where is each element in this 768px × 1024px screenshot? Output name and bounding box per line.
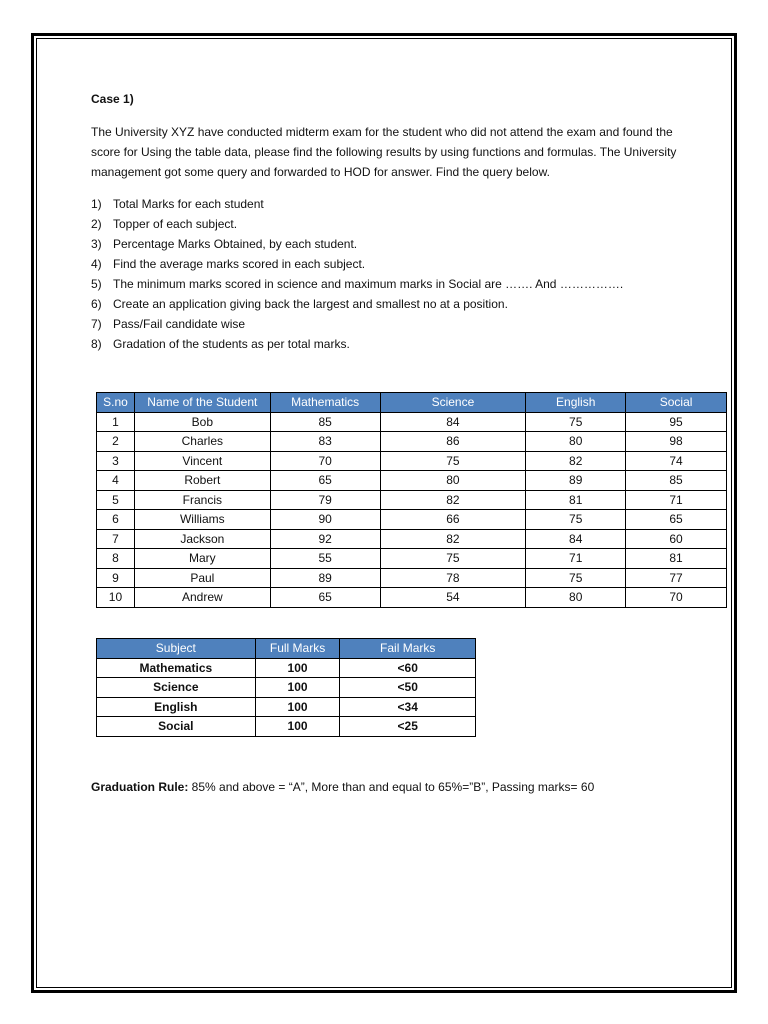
table-row: [97, 678, 476, 698]
table-cell: 75: [526, 568, 626, 588]
table-cell: 7: [97, 529, 135, 549]
table-cell: 75: [380, 549, 526, 569]
graduation-rule-text: 85% and above = “A”, More than and equal to 65%=”B”, Passing marks= 60: [188, 780, 595, 794]
table-cell: 65: [270, 471, 380, 491]
table-cell: Charles: [134, 432, 270, 452]
column-header: Mathematics: [270, 393, 380, 413]
table-cell: 66: [380, 510, 526, 530]
task-number: 6): [91, 297, 102, 311]
subject-rules-body: [97, 658, 476, 736]
table-header-row: [97, 639, 476, 659]
table-cell: Mary: [134, 549, 270, 569]
table-row: [97, 588, 727, 608]
table-row: [97, 510, 727, 530]
list-item: [91, 314, 731, 334]
table-cell: <34: [340, 697, 476, 717]
table-cell: 70: [626, 588, 727, 608]
list-item: [91, 334, 731, 354]
table-cell: <60: [340, 658, 476, 678]
table-cell: 75: [380, 451, 526, 471]
table-cell: 54: [380, 588, 526, 608]
task-text: Create an application giving back the largest and smallest no at a position.: [113, 297, 508, 311]
task-number: 4): [91, 257, 102, 271]
table-row: [97, 658, 476, 678]
table-cell: Jackson: [134, 529, 270, 549]
table-cell: 83: [270, 432, 380, 452]
column-header: Fail Marks: [340, 639, 476, 659]
task-number: 7): [91, 317, 102, 331]
column-header: Subject: [97, 639, 256, 659]
table-cell: 71: [526, 549, 626, 569]
table-cell: Bob: [134, 412, 270, 432]
table-header-row: [97, 393, 727, 413]
list-item: [91, 294, 731, 314]
table-cell: 75: [526, 510, 626, 530]
table-row: [97, 490, 727, 510]
table-row: [97, 451, 727, 471]
table-cell: <50: [340, 678, 476, 698]
list-item: [91, 214, 731, 234]
table-cell: 74: [626, 451, 727, 471]
table-cell: 98: [626, 432, 727, 452]
table-row: [97, 568, 727, 588]
student-marks-table: [96, 392, 727, 608]
table-cell: 8: [97, 549, 135, 569]
table-cell: 65: [626, 510, 727, 530]
table-row: [97, 529, 727, 549]
list-item: [91, 254, 731, 274]
table-row: [97, 471, 727, 491]
table-cell: 81: [526, 490, 626, 510]
table-cell: 70: [270, 451, 380, 471]
list-item: [91, 194, 731, 214]
table-cell: 95: [626, 412, 727, 432]
table-cell: Francis: [134, 490, 270, 510]
table-row: [97, 697, 476, 717]
table-cell: 10: [97, 588, 135, 608]
column-header: Name of the Student: [134, 393, 270, 413]
task-text: Find the average marks scored in each subject.: [113, 257, 366, 271]
graduation-rule-label: Graduation Rule:: [91, 780, 189, 794]
table-row: [97, 717, 476, 737]
table-cell: 90: [270, 510, 380, 530]
table-cell: 86: [380, 432, 526, 452]
column-header: S.no: [97, 393, 135, 413]
table-cell: 82: [380, 529, 526, 549]
table-cell: Mathematics: [97, 658, 256, 678]
task-number: 2): [91, 217, 102, 231]
table-row: [97, 549, 727, 569]
table-cell: 92: [270, 529, 380, 549]
table-cell: 80: [526, 588, 626, 608]
column-header: Science: [380, 393, 526, 413]
table-cell: 89: [270, 568, 380, 588]
subject-rules-table: [96, 638, 476, 737]
intro-paragraph: The University XYZ have conducted midterm exam for the student who did not attend the exam and found the score for Using the table data, please find the following results by using functions and formulas. The University management got some query and forwarded to HOD for answer. Find the query below.: [91, 125, 677, 179]
column-header: Social: [626, 393, 727, 413]
table-cell: 100: [255, 717, 340, 737]
task-text: Pass/Fail candidate wise: [113, 317, 246, 331]
list-item: [91, 274, 731, 294]
table-cell: 84: [380, 412, 526, 432]
table-cell: 85: [270, 412, 380, 432]
document-body: [91, 92, 731, 354]
table-cell: 77: [626, 568, 727, 588]
task-number: 5): [91, 277, 102, 291]
table-cell: 89: [526, 471, 626, 491]
table-cell: 4: [97, 471, 135, 491]
column-header: Full Marks: [255, 639, 340, 659]
table-cell: 85: [626, 471, 727, 491]
task-number: 3): [91, 237, 102, 251]
table-cell: Williams: [134, 510, 270, 530]
column-header: English: [526, 393, 626, 413]
task-list: [91, 194, 731, 354]
table-cell: 82: [380, 490, 526, 510]
table-cell: 3: [97, 451, 135, 471]
student-marks-body: [97, 412, 727, 607]
table-cell: 100: [255, 697, 340, 717]
table-cell: 65: [270, 588, 380, 608]
table-cell: Vincent: [134, 451, 270, 471]
table-cell: 100: [255, 658, 340, 678]
table-cell: 9: [97, 568, 135, 588]
list-item: [91, 234, 731, 254]
table-cell: 6: [97, 510, 135, 530]
task-text: Percentage Marks Obtained, by each student.: [113, 237, 358, 251]
task-number: 1): [91, 197, 102, 211]
table-cell: 5: [97, 490, 135, 510]
table-cell: 100: [255, 678, 340, 698]
table-row: [97, 432, 727, 452]
table-cell: Science: [97, 678, 256, 698]
table-cell: Robert: [134, 471, 270, 491]
table-cell: 82: [526, 451, 626, 471]
table-cell: 55: [270, 549, 380, 569]
table-cell: 1: [97, 412, 135, 432]
task-text: Gradation of the students as per total marks.: [113, 337, 350, 351]
task-text: Topper of each subject.: [113, 217, 238, 231]
table-cell: <25: [340, 717, 476, 737]
table-cell: 75: [526, 412, 626, 432]
table-cell: 80: [526, 432, 626, 452]
table-cell: 2: [97, 432, 135, 452]
table-cell: 71: [626, 490, 727, 510]
table-cell: 80: [380, 471, 526, 491]
table-cell: 79: [270, 490, 380, 510]
task-number: 8): [91, 337, 102, 351]
table-cell: 84: [526, 529, 626, 549]
table-cell: 81: [626, 549, 727, 569]
task-text: The minimum marks scored in science and maximum marks in Social are ……. And …………….: [113, 277, 624, 291]
table-cell: 78: [380, 568, 526, 588]
table-cell: Social: [97, 717, 256, 737]
graduation-rule: [91, 780, 594, 794]
table-cell: English: [97, 697, 256, 717]
task-text: Total Marks for each student: [113, 197, 264, 211]
table-cell: Andrew: [134, 588, 270, 608]
table-cell: Paul: [134, 568, 270, 588]
table-row: [97, 412, 727, 432]
case-title: Case 1): [91, 92, 134, 106]
table-cell: 60: [626, 529, 727, 549]
